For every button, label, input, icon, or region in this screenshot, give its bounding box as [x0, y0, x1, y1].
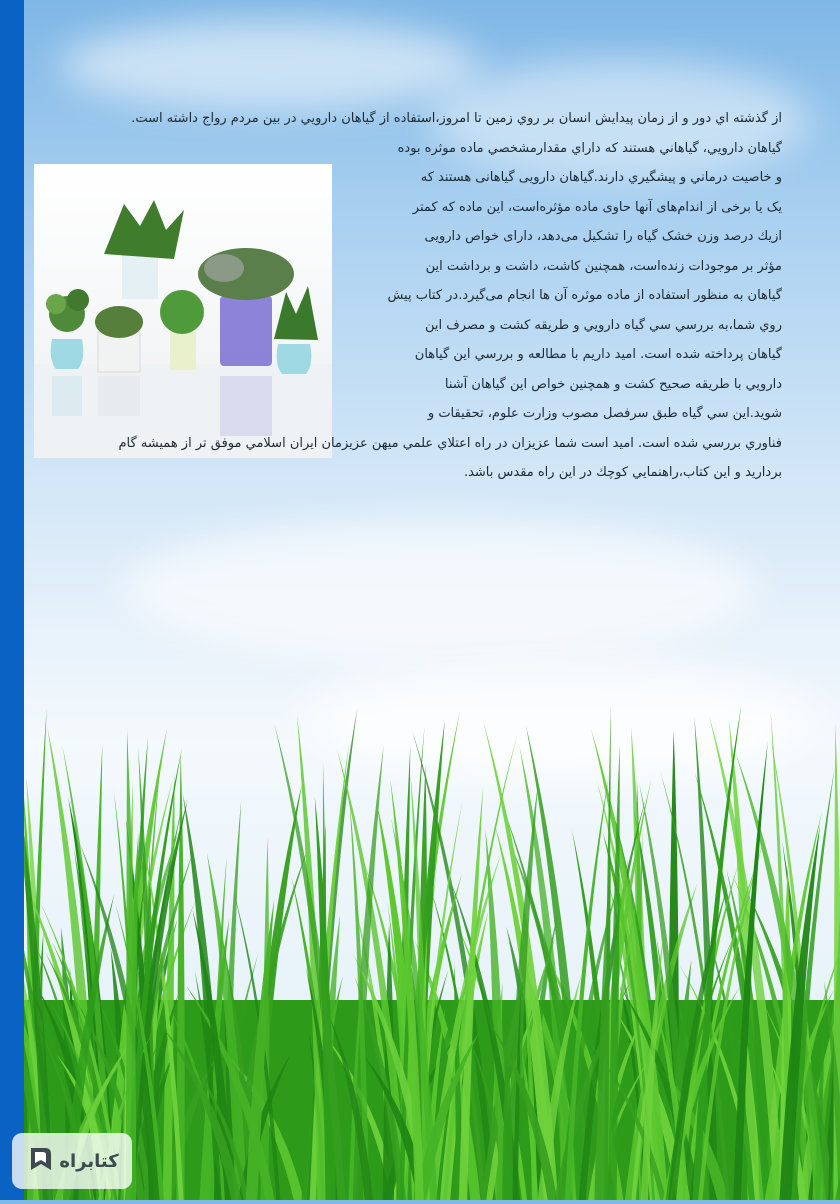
cloud [120, 520, 760, 660]
paragraph-line: مؤثر بر موجودات زنده‌است، همچنین كاشت، داشت و برداشت اين [425, 258, 782, 274]
paragraph-line: روي شما،به بررسي سي گياه دارويي و طريقه كشت و مصرف اين [425, 317, 782, 333]
intro-paragraph [34, 104, 782, 488]
paragraph-line: گياهان پرداخته شده است. اميد داريم با مطالعه و بررسي اين گياهان [414, 347, 782, 362]
paragraph-line: دارويي با طريقه صحيح كشت و همچنين خواص اين گياهان آشنا [444, 376, 782, 392]
book-mark-icon [25, 1144, 55, 1178]
paragraph-line: گياهان دارويي، گياهاني هستند كه داراي مقدارمشخصي ماده موثره بوده [397, 140, 782, 156]
paragraph-line: برداريد و اين كتاب،راهنمايي كوچك در اين راه مقدس باشد. [463, 465, 782, 480]
logo-text: کتابراه [59, 1150, 119, 1172]
left-accent-bar [0, 0, 24, 1200]
grass-background-image [24, 700, 840, 1200]
paragraph-line: شويد.اين سي گياه طبق سرفصل مصوب وزارت علوم، تحقيقات و [427, 406, 782, 421]
cloud [60, 20, 480, 110]
paragraph-line: از گذشته اي دور و از زمان پيدايش انسان بر روي زمين تا امروز،استفاده از گياهان دارويي در بين مردم رواج داشته است. [131, 111, 782, 126]
ketabrah-logo[interactable] [12, 1133, 132, 1189]
paragraph-line: یک یا برخی از اندام‌های آنها حاوی ماده مؤثره‌است، این ماده که کمتر [412, 199, 782, 215]
paragraph-line: فناوري بررسي شده است. اميد است شما عزيزان در راه اعتلاي علمي ميهن عزيزمان ايران اسلامي موفق تر از هميشه گام [118, 435, 782, 451]
paragraph-line: و خاصيت درماني و پيشگيري دارند.گیاهان دارویی گیاهانی هستند که [420, 170, 782, 185]
paragraph-line: گياهان به منظور استفاده از ماده موثره آن ها انجام می‌گیرد.در كتاب پيش [387, 288, 782, 303]
paragraph-line: ازیك درصد وزن خشک گیاه را تشکیل می‌دهد، دارای خواص دارویی [424, 229, 782, 244]
